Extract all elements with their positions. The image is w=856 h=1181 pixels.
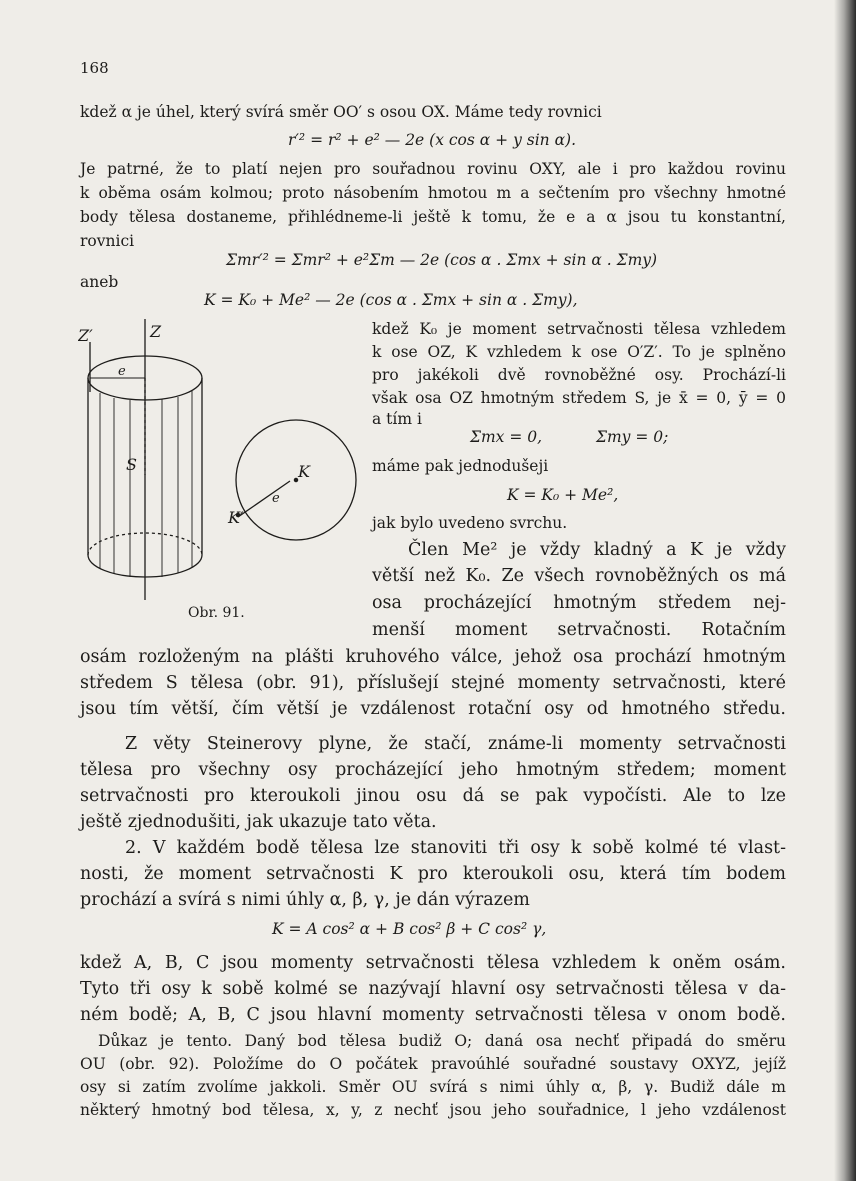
- text-line: některý hmotný bod tělesa, x, y, z nechť jsou jeho souřadnice, l jeho vzdálenost: [80, 1101, 786, 1119]
- page-edge-shadow: [834, 0, 856, 1181]
- text-line: osám rozloženým na plášti kruhového válce, jehož osa prochází hmotným: [80, 647, 786, 667]
- text-line: větší než K₀. Ze všech rovnoběžných os má: [372, 566, 786, 586]
- text-line: Z věty Steinerovy plyne, že stačí, známe-li momenty setrvačnosti: [125, 734, 786, 754]
- text-line: však osa OZ hmotným středem S, je x̄ = 0, ȳ = 0: [372, 389, 786, 407]
- text-line: aneb: [80, 273, 119, 291]
- radius-e-circle: [238, 481, 290, 517]
- text-line: nosti, že moment setrvačnosti K pro kteroukoli osu, která tím bodem: [80, 864, 786, 884]
- text-line: k ose OZ, K vzhledem k ose O′Z′. To je splněno: [372, 343, 786, 361]
- text-line: máme pak jednodušeji: [372, 457, 549, 475]
- text-line: jak bylo uvedeno svrchu.: [372, 514, 568, 532]
- text-line: osy si zatím zvolíme jakkoli. Směr OU svírá s nimi úhly α, β, γ. Budiž dále m: [80, 1078, 786, 1096]
- label-k-prime: K′: [228, 508, 244, 527]
- label-z-prime: Z′: [78, 326, 93, 345]
- text-line: setrvačnosti pro kteroukoli jinou osu dá se pak vypočísti. Ale to lze: [80, 786, 786, 806]
- text-line: ném bodě; A, B, C jsou hlavní momenty setrvačnosti tělesa v onom bodě.: [80, 1005, 786, 1025]
- text-line: Důkaz je tento. Daný bod tělesa budiž O; daná osa nechť připadá do směru: [98, 1032, 786, 1050]
- equation: Σmy = 0;: [596, 428, 669, 446]
- equation: K = K₀ + Me² — 2e (cos α . Σmx + sin α . Σmy),: [204, 291, 578, 309]
- text-line: OU (obr. 92). Položíme do O počátek pravoúhlé souřadné soustavy OXYZ, jejíž: [80, 1055, 786, 1073]
- text-line: středem S tělesa (obr. 91), příslušejí stejné momenty setrvačnosti, které: [80, 673, 786, 693]
- text-line: prochází a svírá s nimi úhly α, β, γ, je dán výrazem: [80, 890, 530, 910]
- equation: K = A cos² α + B cos² β + C cos² γ,: [272, 920, 547, 938]
- text-line: Je patrné, že to platí nejen pro souřadnou rovinu OXY, ale i pro každou rovinu: [80, 160, 786, 178]
- text-line: kdež α je úhel, který svírá směr OO′ s osou OX. Máme tedy rovnici: [80, 103, 602, 121]
- figure-caption: Obr. 91.: [188, 605, 245, 621]
- text-line: kdež A, B, C jsou momenty setrvačnosti tělesa vzhledem k oněm osám.: [80, 953, 786, 973]
- text-line: Tyto tři osy k sobě kolmé se nazývají hlavní osy setrvačnosti tělesa v da-: [80, 979, 786, 999]
- equation: Σmx = 0,: [470, 428, 543, 446]
- label-e-top: e: [118, 364, 126, 379]
- text-line: rovnici: [80, 232, 135, 250]
- label-s: S: [126, 455, 137, 474]
- text-line: tělesa pro všechny osy procházející jeho hmotným středem; moment: [80, 760, 786, 780]
- label-z: Z: [150, 322, 162, 341]
- text-line: a tím i: [372, 410, 422, 428]
- equation: Σmr′² = Σmr² + e²Σm — 2e (cos α . Σmx + sin α . Σmy): [226, 251, 658, 269]
- text-line: ještě zjednodušiti, jak ukazuje tato věta.: [80, 812, 437, 832]
- text-line: jsou tím větší, čím větší je vzdálenost rotační osy od hmotného středu.: [80, 699, 786, 719]
- label-k: K: [298, 462, 310, 481]
- label-e-circle: e: [272, 491, 280, 506]
- figure-91: [78, 315, 368, 625]
- text-line: menší moment setrvačnosti. Rotačním: [372, 620, 786, 640]
- text-line: osa procházející hmotným středem nej-: [372, 593, 786, 613]
- text-line: Člen Me² je vždy kladný a K je vždy: [408, 540, 786, 560]
- text-line: body tělesa dostaneme, přihlédneme-li ještě k tomu, že e a α jsou tu konstantní,: [80, 208, 786, 226]
- page-number: 168: [80, 59, 109, 77]
- text-line: k oběma osám kolmou; proto násobením hmotou m a sečtením pro všechny hmotné: [80, 184, 786, 202]
- text-line: pro jakékoli dvě rovnoběžné osy. Prochází-li: [372, 366, 786, 384]
- text-line: kdež K₀ je moment setrvačnosti tělesa vzhledem: [372, 320, 786, 338]
- equation: K = K₀ + Me²,: [507, 486, 619, 504]
- equation: r′² = r² + e² — 2e (x cos α + y sin α).: [288, 131, 577, 149]
- text-line: 2. V každém bodě tělesa lze stanoviti tři osy k sobě kolmé té vlast-: [125, 838, 786, 858]
